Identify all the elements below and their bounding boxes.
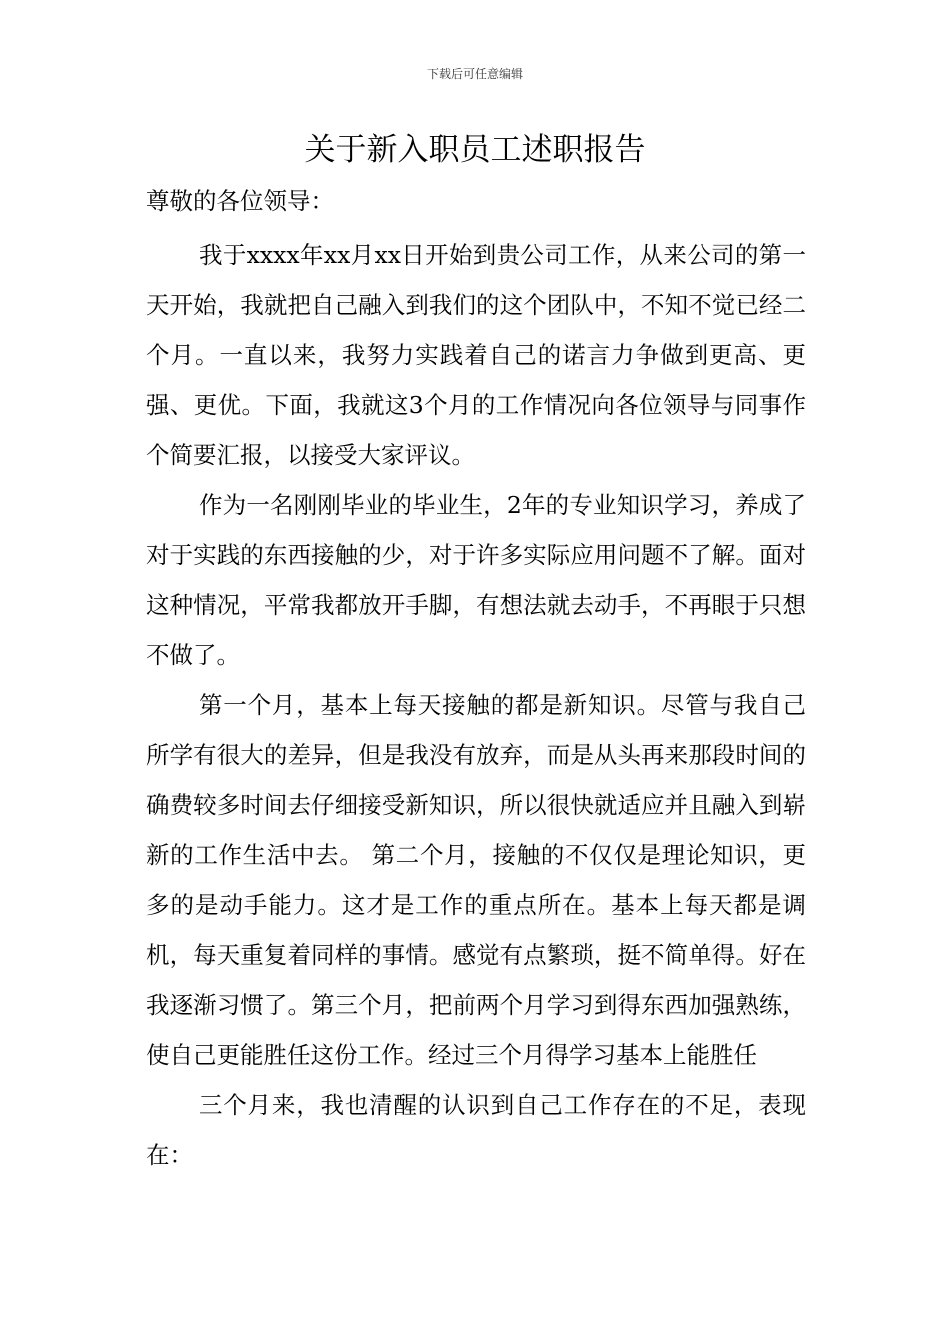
paragraph-shortcomings: 三个月来，我也清醒的认识到自己工作存在的不足，表现在： — [146, 1091, 806, 1169]
greeting: 尊敬的各位领导： — [146, 187, 334, 215]
paragraph-background: 作为一名刚刚毕业的毕业生，2年的专业知识学习，养成了对于实践的东西接触的少，对于许多实际应用问题不了解。面对这种情况，平常我都放开手脚，有想法就去动手，不再眼于只想不做了。 — [146, 491, 806, 669]
paragraph-intro: 我于xxxx年xx月xx日开始到贵公司工作，从来公司的第一天开始，我就把自己融入到我们的这个团队中，不知不觉已经二个月。一直以来，我努力实践着自己的诺言力争做到更高、更强、更优。下面，我就这3个月的工作情况向各位领导与同事作个简要汇报，以接受大家评议。 — [146, 241, 806, 469]
document-body — [146, 180, 806, 1180]
header-note: 下载后可任意编辑 — [426, 67, 523, 81]
document-title: 关于新入职员工述职报告 — [304, 132, 646, 168]
paragraph-monthly-progress: 第一个月，基本上每天接触的都是新知识。尽管与我自己所学有很大的差异，但是我没有放弃，而是从头再来那段时间的确费较多时间去仔细接受新知识，所以很快就适应并且融入到崭新的工作生活中去。 第二个月，接触的不仅仅是理论知识，更多的是动手能力。这才是工作的重点所在。基本上每天都是调机，每天重复着同样的事情。感觉有点繁琐，挺不简单得。好在我逐渐习惯了。第三个月，把前两个月学习到得东西加强熟练，使自己更能胜任这份工作。经过三个月得学习基本上能胜任 — [146, 691, 806, 1069]
